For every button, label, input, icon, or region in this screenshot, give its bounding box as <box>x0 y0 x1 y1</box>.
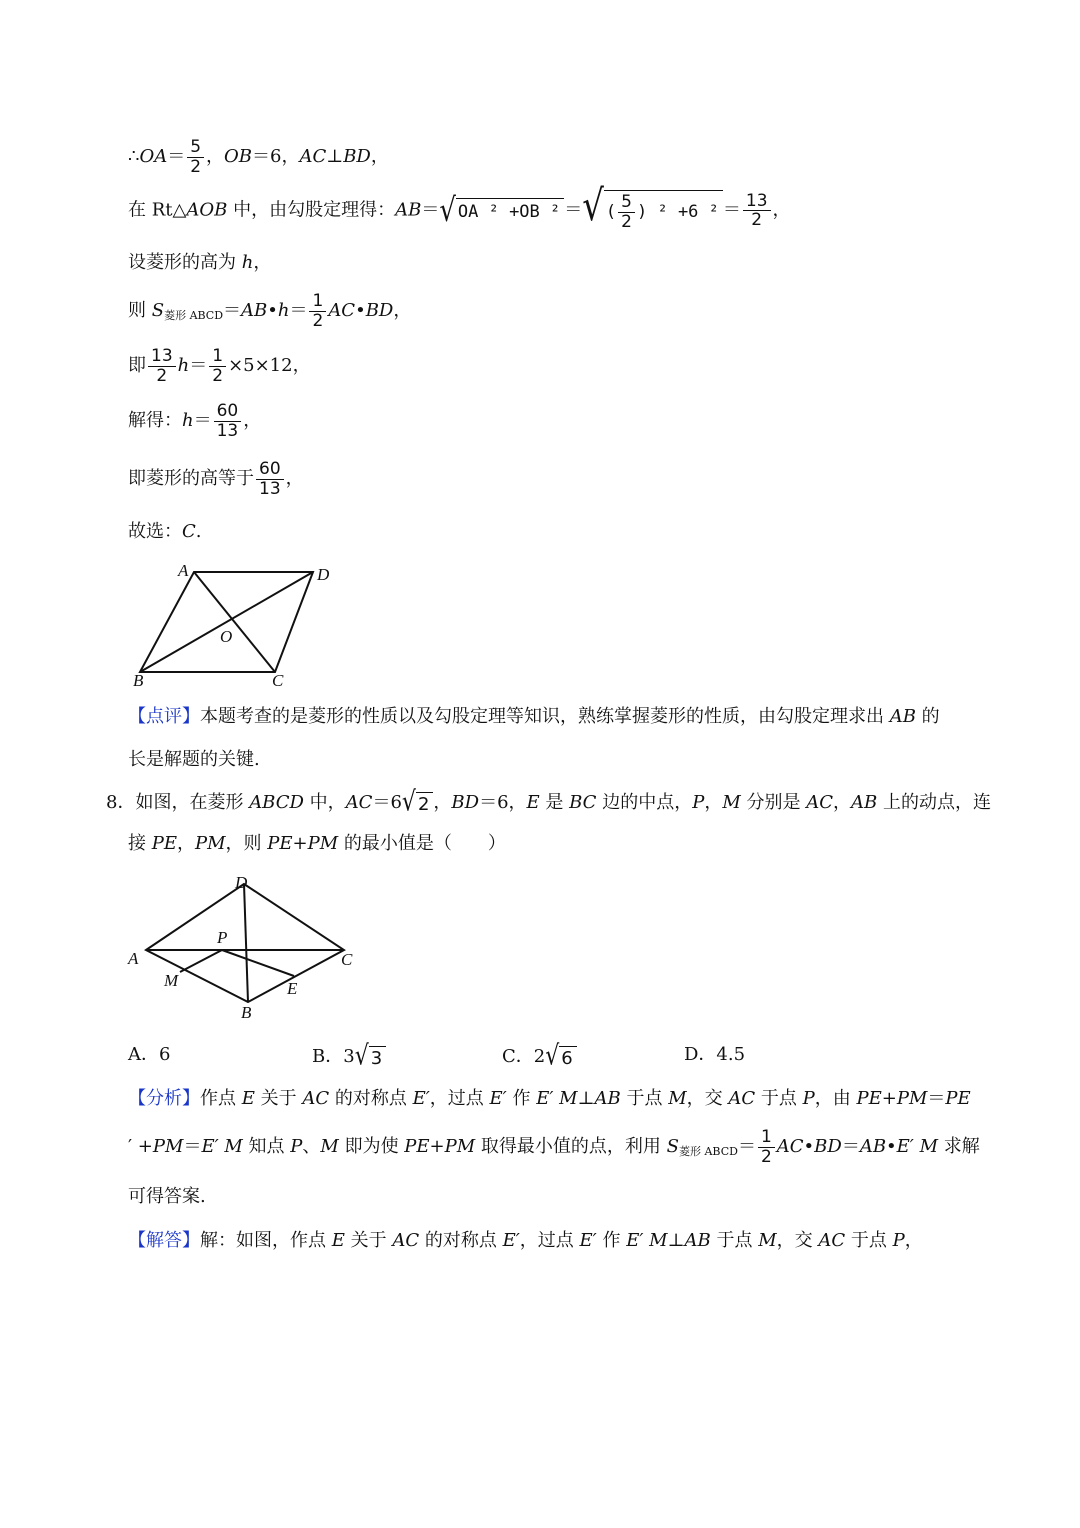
line-solve-h: 解得：h＝ $\frac{60}{13}$ ， <box>128 401 262 441</box>
line-equation: 即 $\frac{13}{2}$ h＝ $\frac{1}{2}$ ×5×12， <box>128 346 311 386</box>
fraction: $\frac{13}{2}$ <box>743 192 771 230</box>
fraction: $\frac{1}{2}$ <box>309 292 326 330</box>
label-o: O <box>220 627 233 646</box>
rhombus-figure-1 <box>128 558 348 690</box>
label-d: D <box>317 565 330 584</box>
solution-line-1: 【解答】解：如图，作点 E 关于 AC 的对称点 E′，过点 E′ 作 E′ M⊥AB 于点 M，交 AC 于点 P， <box>128 1230 923 1251</box>
solution-tag: 【解答】 <box>128 1230 200 1251</box>
option-d: D．4.5 <box>684 1044 746 1065</box>
label-c: C <box>272 671 284 690</box>
label-m: M <box>164 971 179 990</box>
line-choice: 故选：C. <box>128 521 202 542</box>
sqrt-five-half: √ ( $\frac{5}{2}$ ) ² +6 ² <box>582 190 723 231</box>
analysis-line-1: 【分析】作点 E 关于 AC 的对称点 E′，过点 E′ 作 E′ M⊥AB 于点 M，交 AC 于点 P，由 PE+PM＝PE <box>128 1088 971 1109</box>
line-height-h: 设菱形的高为 h， <box>128 252 272 273</box>
fraction: $\frac{13}{2}$ <box>148 347 176 385</box>
sqrt-2: √ 2 <box>402 792 433 814</box>
option-a: A．6 <box>128 1044 171 1065</box>
therefore-symbol: ∴ <box>128 146 140 168</box>
question-8-line-1: 8．如图，在菱形 ABCD 中，AC＝6 √ 2 ，BD＝6，E 是 BC 边的中点，P，M 分别是 AC，AB 上的动点，连 <box>106 786 991 818</box>
fraction: $\frac{60}{13}$ <box>214 402 242 440</box>
label-b: B <box>133 671 144 690</box>
analysis-line-3: 可得答案. <box>128 1186 206 1207</box>
review-line-2: 长是解题的关键. <box>128 749 260 770</box>
line-height-result: 即菱形的高等于 $\frac{60}{13}$ ， <box>128 459 304 499</box>
label-p: P <box>217 928 228 947</box>
label-b: B <box>241 1003 252 1022</box>
option-b: B．3 √ 3 <box>312 1046 386 1068</box>
line-oa-ob: ∴OA＝ $\frac{5}{2}$ ，OB＝6，AC⊥BD， <box>128 137 389 177</box>
option-c: C．2 √ 6 <box>502 1046 577 1068</box>
fraction: $\frac{5}{2}$ <box>187 138 204 176</box>
label-c: C <box>341 950 353 969</box>
line-pythagoras: 在 Rt△AOB 中，由勾股定理得：AB＝ √ OA ² +OB ² ＝ √ ( $\frac{5}{2}$ ) ² +6 ² ＝ $\frac{13}{2}$ ， <box>128 181 791 232</box>
label-a: A <box>178 561 189 580</box>
fraction: $\frac{1}{2}$ <box>209 347 226 385</box>
fraction: $\frac{60}{13}$ <box>256 460 284 498</box>
question-8-line-2: 接 PE，PM，则 PE+PM 的最小值是（ ） <box>128 833 506 854</box>
sqrt-oa-ob: √ OA ² +OB ² <box>439 198 564 224</box>
label-a: A <box>128 949 139 968</box>
review-tag: 【点评】 <box>128 706 200 727</box>
rhombus-figure-2 <box>124 872 364 1022</box>
label-e: E <box>287 979 298 998</box>
analysis-tag: 【分析】 <box>128 1088 200 1109</box>
label-d: D <box>235 873 248 892</box>
review-line-1: 【点评】本题考查的是菱形的性质以及勾股定理等知识，熟练掌握菱形的性质，由勾股定理求出 AB 的 <box>128 706 940 727</box>
analysis-line-2: ′ +PM＝E′ M 知点 P、M 即为使 PE+PM 取得最小值的点，利用 S菱形 ABCD＝ $\frac{1}{2}$ AC•BD＝AB•E′ M 求解 <box>128 1127 980 1167</box>
line-area: 则 S菱形 ABCD＝AB•h＝ $\frac{1}{2}$ AC•BD， <box>128 291 412 331</box>
